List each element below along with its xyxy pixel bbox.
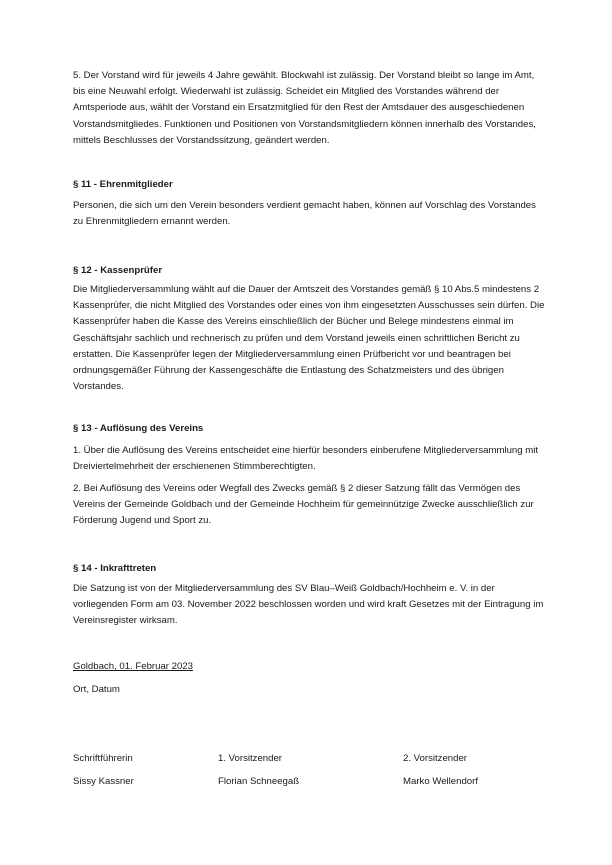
place-date-value: Goldbach, 01. Februar 2023 [73,661,194,672]
section-13-p1 [73,443,545,475]
section-12-text: Die Mitgliederversammlung wählt auf die Dauer der Amtszeit des Vorstandes gemäß § 10 Abs.5 mindestens 2 Kassenprüfer, die nicht Mitglied des Vorstandes oder eines von ihm eingesetzten Ausschusses sein dürfen. Die Kassenprüfer haben die Kasse des Vereins einschließlich der Bücher und Belege mindestens einmal im Geschäftsjahr sachlich und rechnerisch zu prüfen und dem Vorstand jeweils einen schriftlichen Bericht zu erstatten. Die Kassenprüfer legen der Mitgliederversammlung einen Prüfbericht vor und beantragen bei ordnungsgemäßer Führung der Kassengeschäfte die Entlastung des Schatzmeisters und des übrigen Vorstandes. [73,284,545,393]
signature-name-2: Florian Schneegaß [218,776,300,787]
section-11-body [73,198,545,230]
section-11-heading: § 11 - Ehrenmitglieder [73,179,173,190]
section-13-p1-text: 1. Über die Auflösung des Vereins entscheidet eine hierfür besonders einberufene Mitgliederversammlung mit Dreiviertelmehrheit der erschienenen Stimmberechtigten. [73,445,539,473]
signature-role-2: 1. Vorsitzender [218,753,282,764]
paragraph-5 [73,68,545,149]
section-14-text: Die Satzung ist von der Mitgliederversammlung des SV Blau–Weiß Goldbach/Hochheim e. V. in der vorliegenden Form am 03. November 2022 beschlossen worden und wird kraft Gesetzes mit der Eintragung im Vereinsregister wirksam. [73,583,544,627]
section-11-text: Personen, die sich um den Verein besonders verdient gemacht haben, können auf Vorschlag des Vorstandes zu Ehrenmitgliedern ernannt werden. [73,200,536,228]
section-14-heading: § 14 - Inkrafttreten [73,563,157,574]
section-13-heading: § 13 - Auflösung des Vereins [73,423,204,434]
section-13-p2-text: 2. Bei Auflösung des Vereins oder Wegfall des Zwecks gemäß § 2 dieser Satzung fällt das Vermögen des Vereins der Gemeinde Goldbach und der Gemeinde Hochheim für gemeinnützige Zwecke ausschließlich zur Förderung Jugend und Sport zu. [73,483,534,527]
section-14-body [73,581,545,630]
signature-role-1: Schriftführerin [73,753,133,764]
section-13-p2 [73,481,545,530]
place-date-label: Ort, Datum [73,684,120,695]
signature-role-3: 2. Vorsitzender [403,753,467,764]
signature-name-1: Sissy Kassner [73,776,134,787]
section-12-heading: § 12 - Kassenprüfer [73,265,163,276]
paragraph-5-text: 5. Der Vorstand wird für jeweils 4 Jahre gewählt. Blockwahl ist zulässig. Der Vorstand bleibt so lange im Amt, bis eine Neuwahl erfolgt. Wiederwahl ist zulässig. Scheidet ein Mitglied des Vorstandes während der Amtsperiode aus, wählt der Vorstand ein Ersatzmitglied für den Rest der Amtsdauer des ausgeschiedenen Vorstandsmitgliedes. Funktionen und Positionen von Vorstandsmitgliedern können innerhalb des Vorstandes, mittels Beschlusses der Vorstandssitzung, geändert werden. [73,70,536,146]
section-12-body [73,282,545,395]
signature-name-3: Marko Wellendorf [403,776,479,787]
